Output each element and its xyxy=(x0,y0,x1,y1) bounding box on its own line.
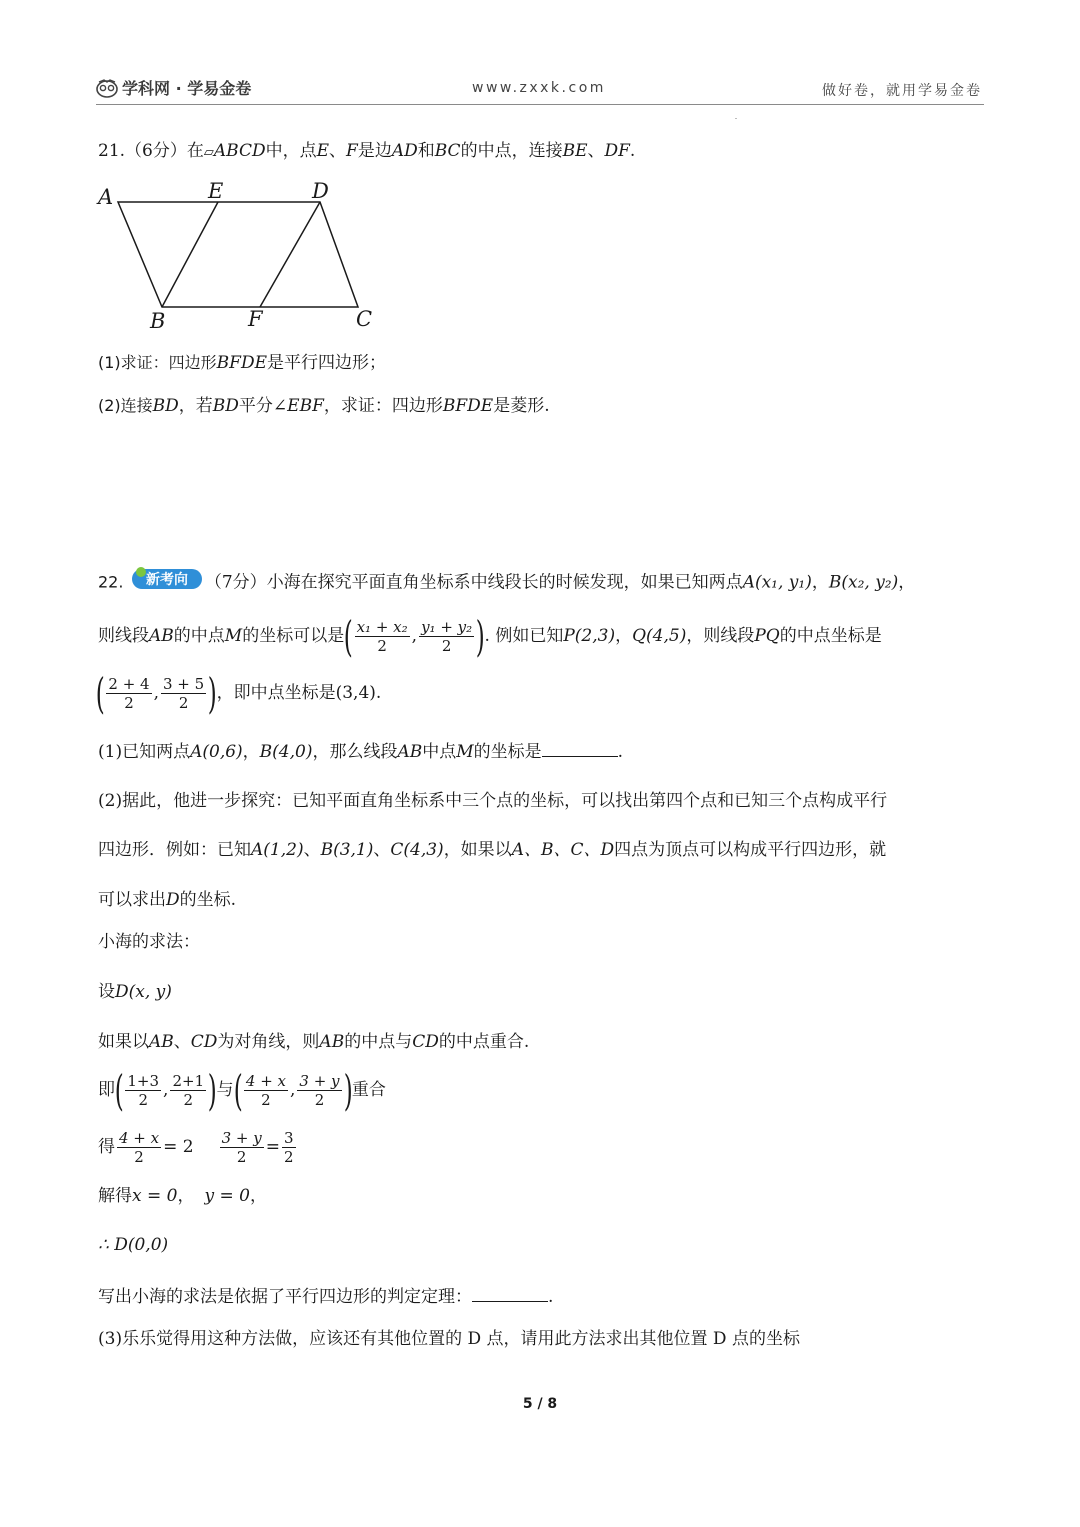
fraction-denominator: 2 xyxy=(261,1091,271,1109)
q22-text: . 例如已知 xyxy=(484,626,564,646)
q21-var: BC xyxy=(434,141,461,161)
method-coincide xyxy=(98,1065,386,1115)
method-text: 的中点重合. xyxy=(438,1032,530,1052)
q22-var: y = 0 xyxy=(204,1186,250,1206)
left-paren: ( xyxy=(95,668,105,718)
q21-var: BE xyxy=(562,141,588,161)
method-text: = xyxy=(265,1137,280,1157)
q22-stem-line1 xyxy=(98,567,915,599)
method-therefore xyxy=(98,1232,168,1258)
new-direction-badge xyxy=(131,567,203,599)
label-c: C xyxy=(356,307,373,331)
q22-text: 小海在探究平面直角坐标系中线段长的时候发现，如果已知两点 xyxy=(266,572,743,593)
q22-stem-line3 xyxy=(95,668,382,718)
q21-part2-text: ，若 xyxy=(178,396,213,416)
q22-var: D xyxy=(166,890,180,910)
q22-part2-line1 xyxy=(98,788,887,814)
q21-part2-text: 平分 xyxy=(238,396,273,416)
stray-mark xyxy=(735,118,737,119)
fraction-denominator: 2 xyxy=(134,1148,144,1166)
q21-part2-text: 是菱形. xyxy=(493,396,550,416)
q22-var: C(4,3) xyxy=(390,840,444,860)
q21-part2-text: ，求证：四边形 xyxy=(323,396,443,416)
q22-var: M xyxy=(224,626,243,646)
fraction-denominator: 2 xyxy=(183,1091,194,1109)
method-text: 写出小海的求法是依据了平行四边形的判定定理： xyxy=(98,1287,472,1307)
fraction-numerator: y₁ + y₂ xyxy=(421,618,473,636)
q22-score: （7分） xyxy=(204,572,267,593)
method-title xyxy=(98,929,200,955)
fraction-numerator: 4 + x xyxy=(245,1072,286,1090)
q21-text: . xyxy=(629,141,636,161)
method-text: 的中点与 xyxy=(344,1032,413,1052)
q22-point-p: P(2,3) xyxy=(563,626,616,646)
method-text: 如果以 xyxy=(98,1032,149,1052)
header-slogan: 做好卷，就用学易金卷 xyxy=(822,83,982,99)
q22-var: x = 0 xyxy=(132,1186,178,1206)
q22-text: 则线段 xyxy=(98,626,149,646)
example-y-fraction xyxy=(161,675,206,712)
owl-logo-icon xyxy=(96,78,118,98)
parallelogram-figure xyxy=(94,176,394,336)
midpoint-cd-y xyxy=(297,1072,341,1109)
q21-var: F xyxy=(346,141,358,161)
method-title-text: 小海的求法： xyxy=(98,932,200,952)
midpoint-cd-x xyxy=(244,1072,288,1109)
page-number: 5 / 8 xyxy=(522,1396,558,1412)
q22-part2-text: 可以求出 xyxy=(98,890,166,910)
q22-part1 xyxy=(98,738,623,765)
q22-var: AB xyxy=(149,1032,174,1052)
q21-text: 、 xyxy=(329,141,347,161)
q22-var: CD xyxy=(190,1032,218,1052)
q21-var: DF xyxy=(604,141,630,161)
q22-part3-text: (3)乐乐觉得用这种方法做，应该还有其他位置的 D 点，请用此方法求出其他位置 D 点的坐标 xyxy=(98,1329,800,1349)
q22-part1-text: ， xyxy=(242,742,260,762)
q21-var: BFDE xyxy=(442,396,494,416)
q22-number: 22. xyxy=(98,572,124,592)
q22-text: 的中点坐标是 xyxy=(779,626,882,646)
q22-var: CD xyxy=(412,1032,439,1052)
q22-part1-text: 的坐标是 xyxy=(473,742,542,762)
q22-part2-text: 四边形．例如：已知 xyxy=(98,840,251,860)
q22-var: A、B、C、D xyxy=(511,840,615,860)
method-text: 为对角线，则 xyxy=(217,1032,320,1052)
fraction-numerator: 3 + y xyxy=(221,1129,262,1147)
q22-stem-line2 xyxy=(98,611,882,661)
q22-part2-text: 、 xyxy=(303,840,321,860)
method-text: 设 xyxy=(98,982,115,1002)
q22-text: ，则线段 xyxy=(686,626,755,646)
fraction-denominator: 2 xyxy=(377,637,387,655)
q21-part2 xyxy=(98,393,550,419)
fraction-denominator: 2 xyxy=(124,694,134,712)
fraction-denominator: 2 xyxy=(283,1148,294,1166)
fraction-denominator: 2 xyxy=(441,637,452,655)
q22-text: 的中点 xyxy=(173,626,225,646)
label-d: D xyxy=(312,179,329,203)
q21-var: ABCD xyxy=(213,141,266,161)
parallelogram-symbol: ▱ xyxy=(203,145,214,160)
method-basis xyxy=(98,1283,553,1310)
comma: , xyxy=(290,1080,296,1100)
method-text: 与 xyxy=(216,1080,234,1100)
q22-part2-text: 、 xyxy=(373,840,391,860)
midpoint-x-fraction xyxy=(355,618,410,655)
q21-var: BD xyxy=(212,396,239,416)
fraction-numerator: x₁ + x₂ xyxy=(356,618,408,636)
left-paren: ( xyxy=(343,611,353,661)
q21-text: 在 xyxy=(186,141,204,161)
q21-part1 xyxy=(98,350,386,376)
q22-part1-text: 中点 xyxy=(422,742,457,762)
q21-stem xyxy=(98,138,635,166)
method-text: 、 xyxy=(173,1032,191,1052)
q21-var: BD xyxy=(152,396,179,416)
q21-text: 是边 xyxy=(357,141,392,161)
q22-part1-text: . xyxy=(617,742,624,762)
q22-part1-text: ，那么线段 xyxy=(312,742,398,762)
q22-part2-text: 的坐标. xyxy=(179,890,237,910)
q22-var: M xyxy=(456,742,474,762)
q22-text: ， xyxy=(811,572,829,593)
right-paren: ) xyxy=(207,1065,217,1115)
q21-text: 和 xyxy=(417,141,435,161)
fraction-numerator: 4 + x xyxy=(119,1129,160,1147)
label-a: A xyxy=(98,185,114,209)
method-text: 重合 xyxy=(351,1080,386,1100)
q22-part2-line2 xyxy=(98,837,886,863)
q22-text: ， xyxy=(615,626,633,646)
q22-point-q: Q(4,5) xyxy=(632,626,687,646)
q22-part2-text: ，如果以 xyxy=(443,840,512,860)
method-set xyxy=(98,979,172,1005)
midpoint-ab-x xyxy=(125,1072,161,1109)
fraction-denominator: 2 xyxy=(138,1091,148,1109)
q21-text: 中，点 xyxy=(265,141,317,161)
fraction-numerator: 3 xyxy=(283,1129,294,1147)
fraction-denominator: 2 xyxy=(236,1148,247,1166)
q21-number: 21. xyxy=(98,141,126,161)
fraction-numerator: 3 + 5 xyxy=(163,675,205,693)
equation-x-fraction xyxy=(117,1129,161,1166)
method-diagonal xyxy=(98,1029,529,1055)
method-equations xyxy=(98,1125,298,1169)
segment-df xyxy=(260,202,320,307)
method-text: . xyxy=(548,1287,554,1307)
q22-var: D(x, y) xyxy=(115,982,172,1002)
q21-text: 、 xyxy=(587,141,605,161)
right-paren: ) xyxy=(343,1065,353,1115)
q21-var: AD xyxy=(391,141,418,161)
method-text: = 2 xyxy=(163,1137,194,1157)
q21-score: （6分） xyxy=(125,141,187,161)
method-text: ， xyxy=(249,1186,267,1206)
q22-part1-text: (1)已知两点 xyxy=(98,742,191,762)
q22-text: . xyxy=(375,683,382,703)
therefore-result: ∴ D(0,0) xyxy=(98,1235,169,1255)
q22-point-b: B(x₂, y₂) xyxy=(828,572,899,593)
example-x-fraction xyxy=(106,675,151,712)
left-paren: ( xyxy=(114,1065,124,1115)
q22-var: B(3,1) xyxy=(320,840,374,860)
comma: , xyxy=(411,626,418,646)
midpoint-y-fraction xyxy=(419,618,474,655)
q21-text: 的中点，连接 xyxy=(460,141,563,161)
q22-var: PQ xyxy=(754,626,780,646)
right-paren: ) xyxy=(207,668,217,718)
q22-text: 的坐标可以是 xyxy=(242,626,345,646)
comma: , xyxy=(163,1080,169,1100)
q22-var: AB xyxy=(397,742,423,762)
method-text: 得 xyxy=(98,1137,115,1157)
label-f: F xyxy=(248,307,263,331)
logo-text: 学科网 · 学易金卷 xyxy=(122,79,252,98)
q22-part3 xyxy=(98,1326,800,1352)
q22-point-a: A(x₁, y₁) xyxy=(742,572,812,593)
q22-var: AB xyxy=(319,1032,345,1052)
q22-var: AB xyxy=(149,626,174,646)
method-solve xyxy=(98,1183,267,1209)
q22-part2-line3 xyxy=(98,887,236,913)
method-text: ， xyxy=(177,1186,195,1206)
brand-logo xyxy=(96,76,251,99)
parallelogram-abcd xyxy=(118,202,358,307)
q22-var: A(1,2) xyxy=(251,840,304,860)
midpoint-ab-y xyxy=(170,1072,206,1109)
q22-var: A(0,6) xyxy=(190,742,243,762)
label-b: B xyxy=(150,309,166,333)
answer-blank-2[interactable] xyxy=(472,1283,548,1302)
q21-var: BFDE xyxy=(216,353,267,373)
q22-text: ， xyxy=(898,572,916,593)
comma: , xyxy=(153,683,159,703)
segment-be xyxy=(162,202,218,307)
fraction-numerator: 3 + y xyxy=(299,1072,340,1090)
badge-text: 新考向 xyxy=(145,572,188,588)
q22-text: ，即中点坐标是 xyxy=(216,683,336,703)
q21-var: ∠EBF xyxy=(272,396,324,416)
site-url[interactable]: www.zxxk.com xyxy=(472,80,606,96)
fraction-numerator: 2+1 xyxy=(172,1072,205,1090)
q22-var: B(4,0) xyxy=(259,742,313,762)
fraction-numerator: 2 + 4 xyxy=(108,675,150,693)
left-paren: ( xyxy=(233,1065,243,1115)
fraction-denominator: 2 xyxy=(178,694,189,712)
fraction-numerator: 1+3 xyxy=(127,1072,160,1090)
q22-part2-text: (2)据此，他进一步探究：已知平面直角坐标系中三个点的坐标，可以找出第四个点和已知三个点构成平行 xyxy=(98,791,888,811)
q21-part1-text: 是平行四边形； xyxy=(267,353,386,373)
q22-part2-text: 四点为顶点可以构成平行四边形，就 xyxy=(614,840,887,860)
label-e: E xyxy=(208,179,224,203)
page-header xyxy=(96,74,984,105)
q21-var: E xyxy=(316,141,330,161)
answer-blank-1[interactable] xyxy=(542,738,618,757)
equation-y-fraction xyxy=(220,1129,264,1166)
right-paren: ) xyxy=(475,611,485,661)
q21-part2-text: (2)连接 xyxy=(98,396,153,415)
equation-rhs-fraction xyxy=(282,1129,296,1166)
method-text: 即 xyxy=(98,1080,115,1100)
q22-text: (3,4) xyxy=(335,683,376,703)
fraction-denominator: 2 xyxy=(314,1091,325,1109)
q21-part1-text: (1)求证：四边形 xyxy=(98,353,217,372)
method-text: 解得 xyxy=(98,1186,132,1206)
